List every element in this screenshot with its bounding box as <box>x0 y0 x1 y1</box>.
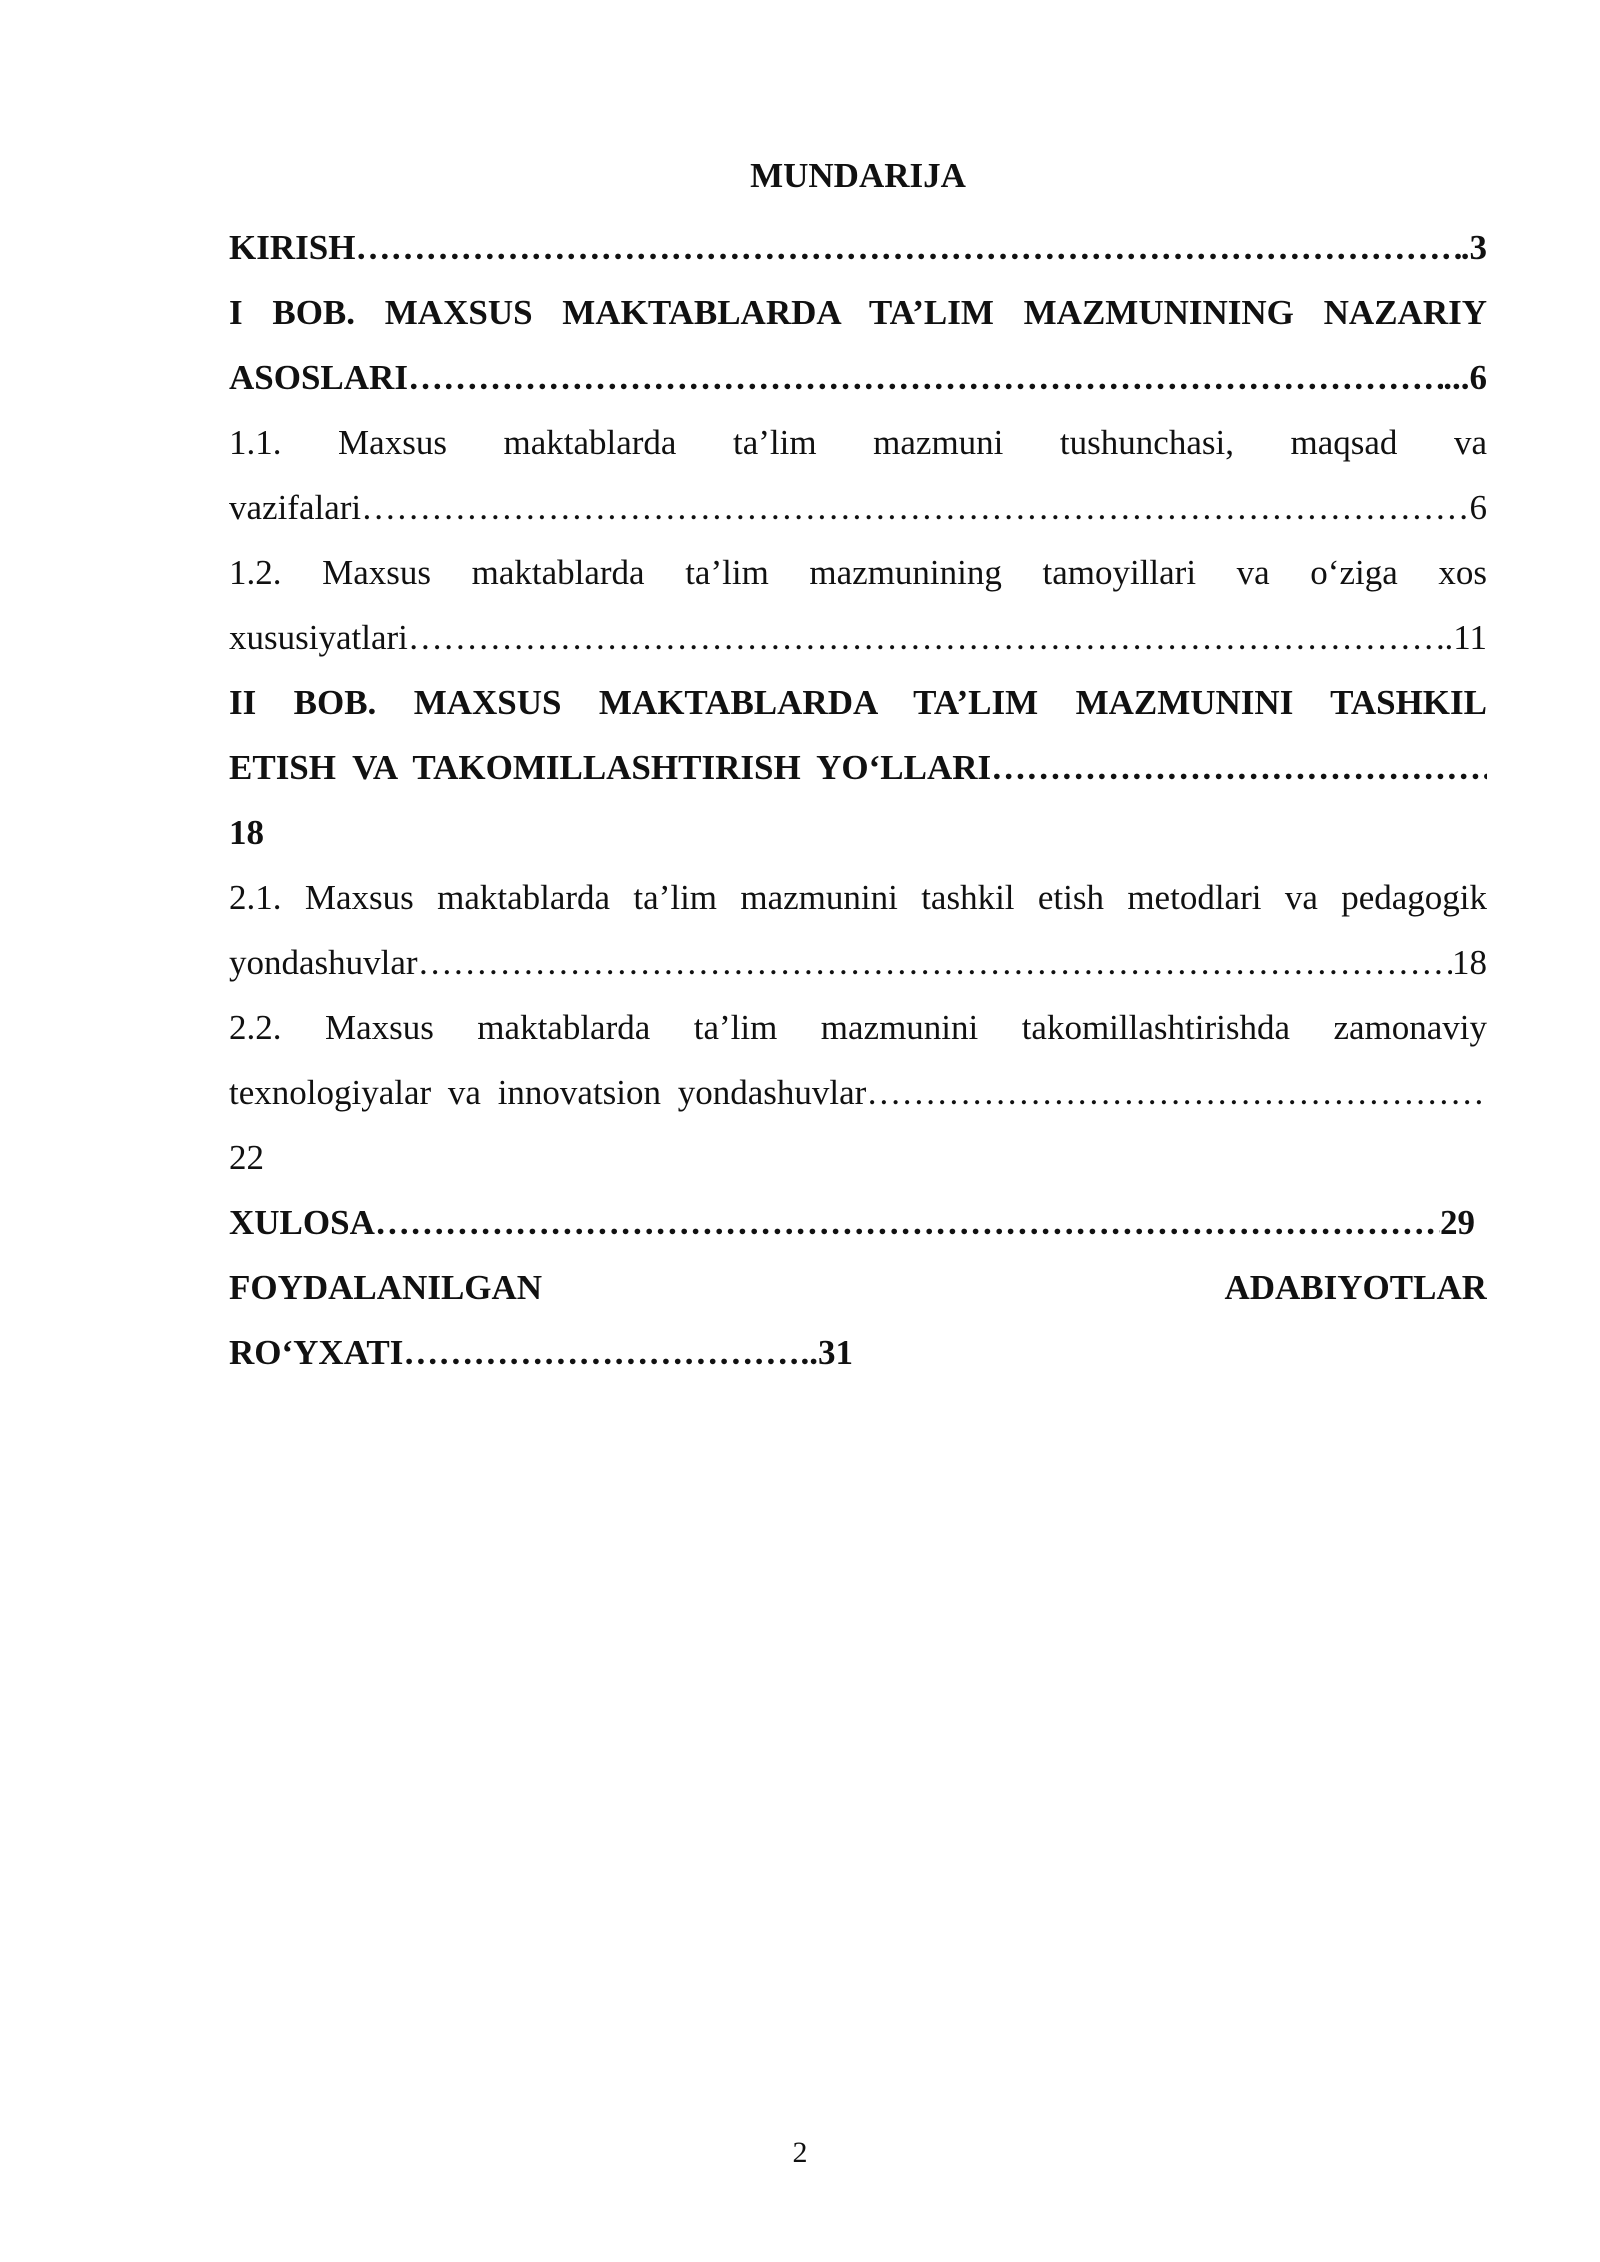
toc-page-number: ..31 <box>800 1333 853 1372</box>
toc-page-number: 18 <box>229 813 264 852</box>
toc-entry-section-1-1-continued <box>229 475 1487 540</box>
toc-entry-references: FOYDALANILGAN ADABIYOTLAR <box>229 1268 1487 1307</box>
toc-entry-section-2-2: 2.2. Maxsus maktablarda ta’lim mazmunini takomillashtirishda zamonaviy <box>229 1008 1487 1047</box>
toc-title: MUNDARIJA <box>750 156 966 195</box>
toc-entry-chapter-2-continued <box>229 735 1487 800</box>
toc-page-number: 6 <box>1469 488 1487 527</box>
toc-entry-section-2-1-continued <box>229 930 1487 995</box>
toc-entry-section-1-2-continued <box>229 605 1487 670</box>
toc-entry-label: ETISH VA TAKOMILLASHTIRISH YO‘LLARI <box>229 748 992 787</box>
toc-entry-label: KIRISH <box>229 228 356 267</box>
dot-leader <box>355 215 1460 280</box>
toc-entry-section-1-2: 1.2. Maxsus maktablarda ta’lim mazmunining tamoyillari va o‘ziga xos <box>229 553 1487 592</box>
toc-entry-label: XULOSA <box>229 1203 375 1242</box>
toc-entry-label: vazifalari <box>229 488 362 527</box>
dot-leader <box>408 345 1443 410</box>
toc-entry-label: texnologiyalar va innovatsion yondashuvlar <box>229 1073 867 1112</box>
toc-page-number: ...6 <box>1443 358 1487 397</box>
dot-leader <box>403 1320 800 1385</box>
toc-page-number: .11 <box>1444 618 1487 657</box>
toc-entry-chapter-1-continued <box>229 345 1487 410</box>
toc-entry-xulosa <box>229 1190 1475 1255</box>
toc-entry-section-1-1: 1.1. Maxsus maktablarda ta’lim mazmuni tushunchasi, maqsad va <box>229 423 1487 462</box>
toc-page-number: .3 <box>1460 228 1487 267</box>
toc-entry-label: xususiyatlari <box>229 618 408 657</box>
toc-page-number: 22 <box>229 1138 264 1177</box>
toc-entry-section-2-2-continued <box>229 1060 1487 1125</box>
toc-entry-chapter-1: I BOB. MAXSUS MAKTABLARDA TA’LIM MAZMUNINING NAZARIY <box>229 293 1487 332</box>
toc-entry-section-2-1: 2.1. Maxsus maktablarda ta’lim mazmunini tashkil etish metodlari va pedagogik <box>229 878 1487 917</box>
toc-entry-references-continued <box>229 1320 1487 1385</box>
page-footer-number: 2 <box>792 2136 808 2169</box>
dot-leader <box>418 930 1452 995</box>
toc-page-number: 29 <box>1440 1203 1475 1242</box>
toc-entry-kirish <box>229 215 1487 280</box>
dot-leader <box>361 475 1469 540</box>
toc-entry-label: ASOSLARI <box>229 358 408 397</box>
dot-leader <box>991 735 1487 800</box>
toc-entry-label: RO‘YXATI <box>229 1333 404 1372</box>
dot-leader <box>866 1060 1487 1125</box>
dot-leader <box>408 605 1445 670</box>
table-of-contents <box>229 150 1487 1385</box>
toc-entry-label: yondashuvlar <box>229 943 418 982</box>
toc-entry-chapter-2: II BOB. MAXSUS MAKTABLARDA TA’LIM MAZMUNINI TASHKIL <box>229 683 1487 722</box>
dot-leader <box>375 1190 1440 1255</box>
toc-page-number: 18 <box>1452 943 1487 982</box>
